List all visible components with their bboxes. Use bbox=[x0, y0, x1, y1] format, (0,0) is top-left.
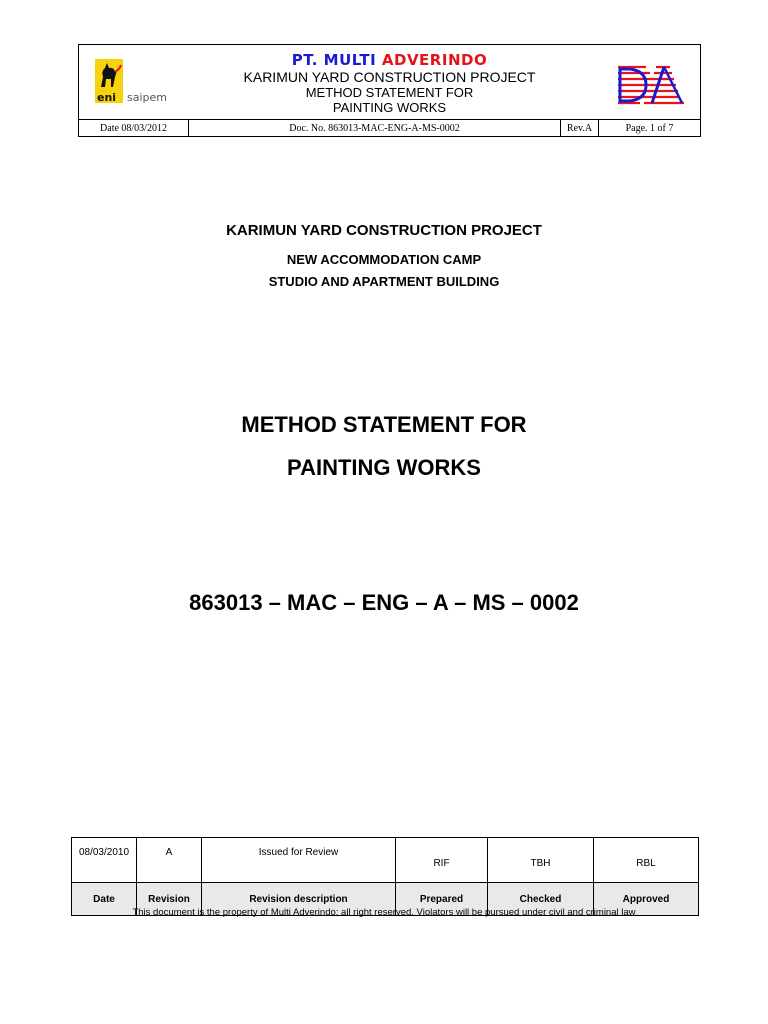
rev-description-cell: Issued for Review bbox=[202, 838, 396, 883]
meta-date: Date 08/03/2012 bbox=[79, 120, 189, 137]
company-name-part1: PT. MULTI bbox=[291, 51, 377, 69]
header-meta-row bbox=[79, 120, 701, 137]
rev-checked-cell: TBH bbox=[488, 838, 594, 883]
rev-header-date: Date bbox=[72, 883, 137, 916]
title-line3: STUDIO AND APARTMENT BUILDING bbox=[268, 274, 500, 289]
revision-table bbox=[71, 837, 699, 916]
rev-header-revision: Revision bbox=[137, 883, 202, 916]
revision-row bbox=[72, 838, 699, 883]
header-main-cell bbox=[79, 45, 701, 120]
meta-page: Page. 1 of 7 bbox=[599, 120, 701, 137]
eni-logo-text: eni bbox=[97, 91, 117, 104]
header-titles bbox=[79, 51, 700, 115]
company-name-part2: ADVERINDO bbox=[381, 51, 488, 69]
rev-header-checked: Checked bbox=[488, 883, 594, 916]
title-project: KARIMUN YARD CONSTRUCTION PROJECT bbox=[226, 222, 542, 239]
header-project: KARIMUN YARD CONSTRUCTION PROJECT bbox=[243, 69, 536, 85]
main-title-line2: PAINTING WORKS bbox=[287, 455, 481, 480]
rev-header-description: Revision description bbox=[202, 883, 396, 916]
rev-prepared-cell: RIF bbox=[396, 838, 488, 883]
main-title-line1: METHOD STATEMENT FOR bbox=[241, 412, 527, 437]
header-subtitle-line2: PAINTING WORKS bbox=[332, 100, 447, 115]
title-line2: NEW ACCOMMODATION CAMP bbox=[286, 252, 482, 267]
meta-revision: Rev.A bbox=[561, 120, 599, 137]
multi-adverindo-logo bbox=[616, 63, 686, 107]
rev-date-cell: 08/03/2010 bbox=[72, 838, 137, 883]
ma-logo-icon bbox=[616, 63, 686, 107]
rev-approved-cell: RBL bbox=[594, 838, 699, 883]
saipem-logo-text: saipem bbox=[127, 91, 167, 104]
rev-header-approved: Approved bbox=[594, 883, 699, 916]
header-subtitle-line1: METHOD STATEMENT FOR bbox=[305, 85, 474, 100]
rev-revision-cell: A bbox=[137, 838, 202, 883]
property-notice: This document is the property of Multi Adverindo; all right reserved. Violators will be pursued under civil and criminal law bbox=[132, 907, 636, 918]
document-header bbox=[78, 44, 701, 137]
rev-header-prepared: Prepared bbox=[396, 883, 488, 916]
meta-doc-number: Doc. No. 863013-MAC-ENG-A-MS-0002 bbox=[189, 120, 561, 137]
company-name bbox=[79, 51, 700, 69]
document-code: 863013 – MAC – ENG – A – MS – 0002 bbox=[189, 590, 579, 615]
